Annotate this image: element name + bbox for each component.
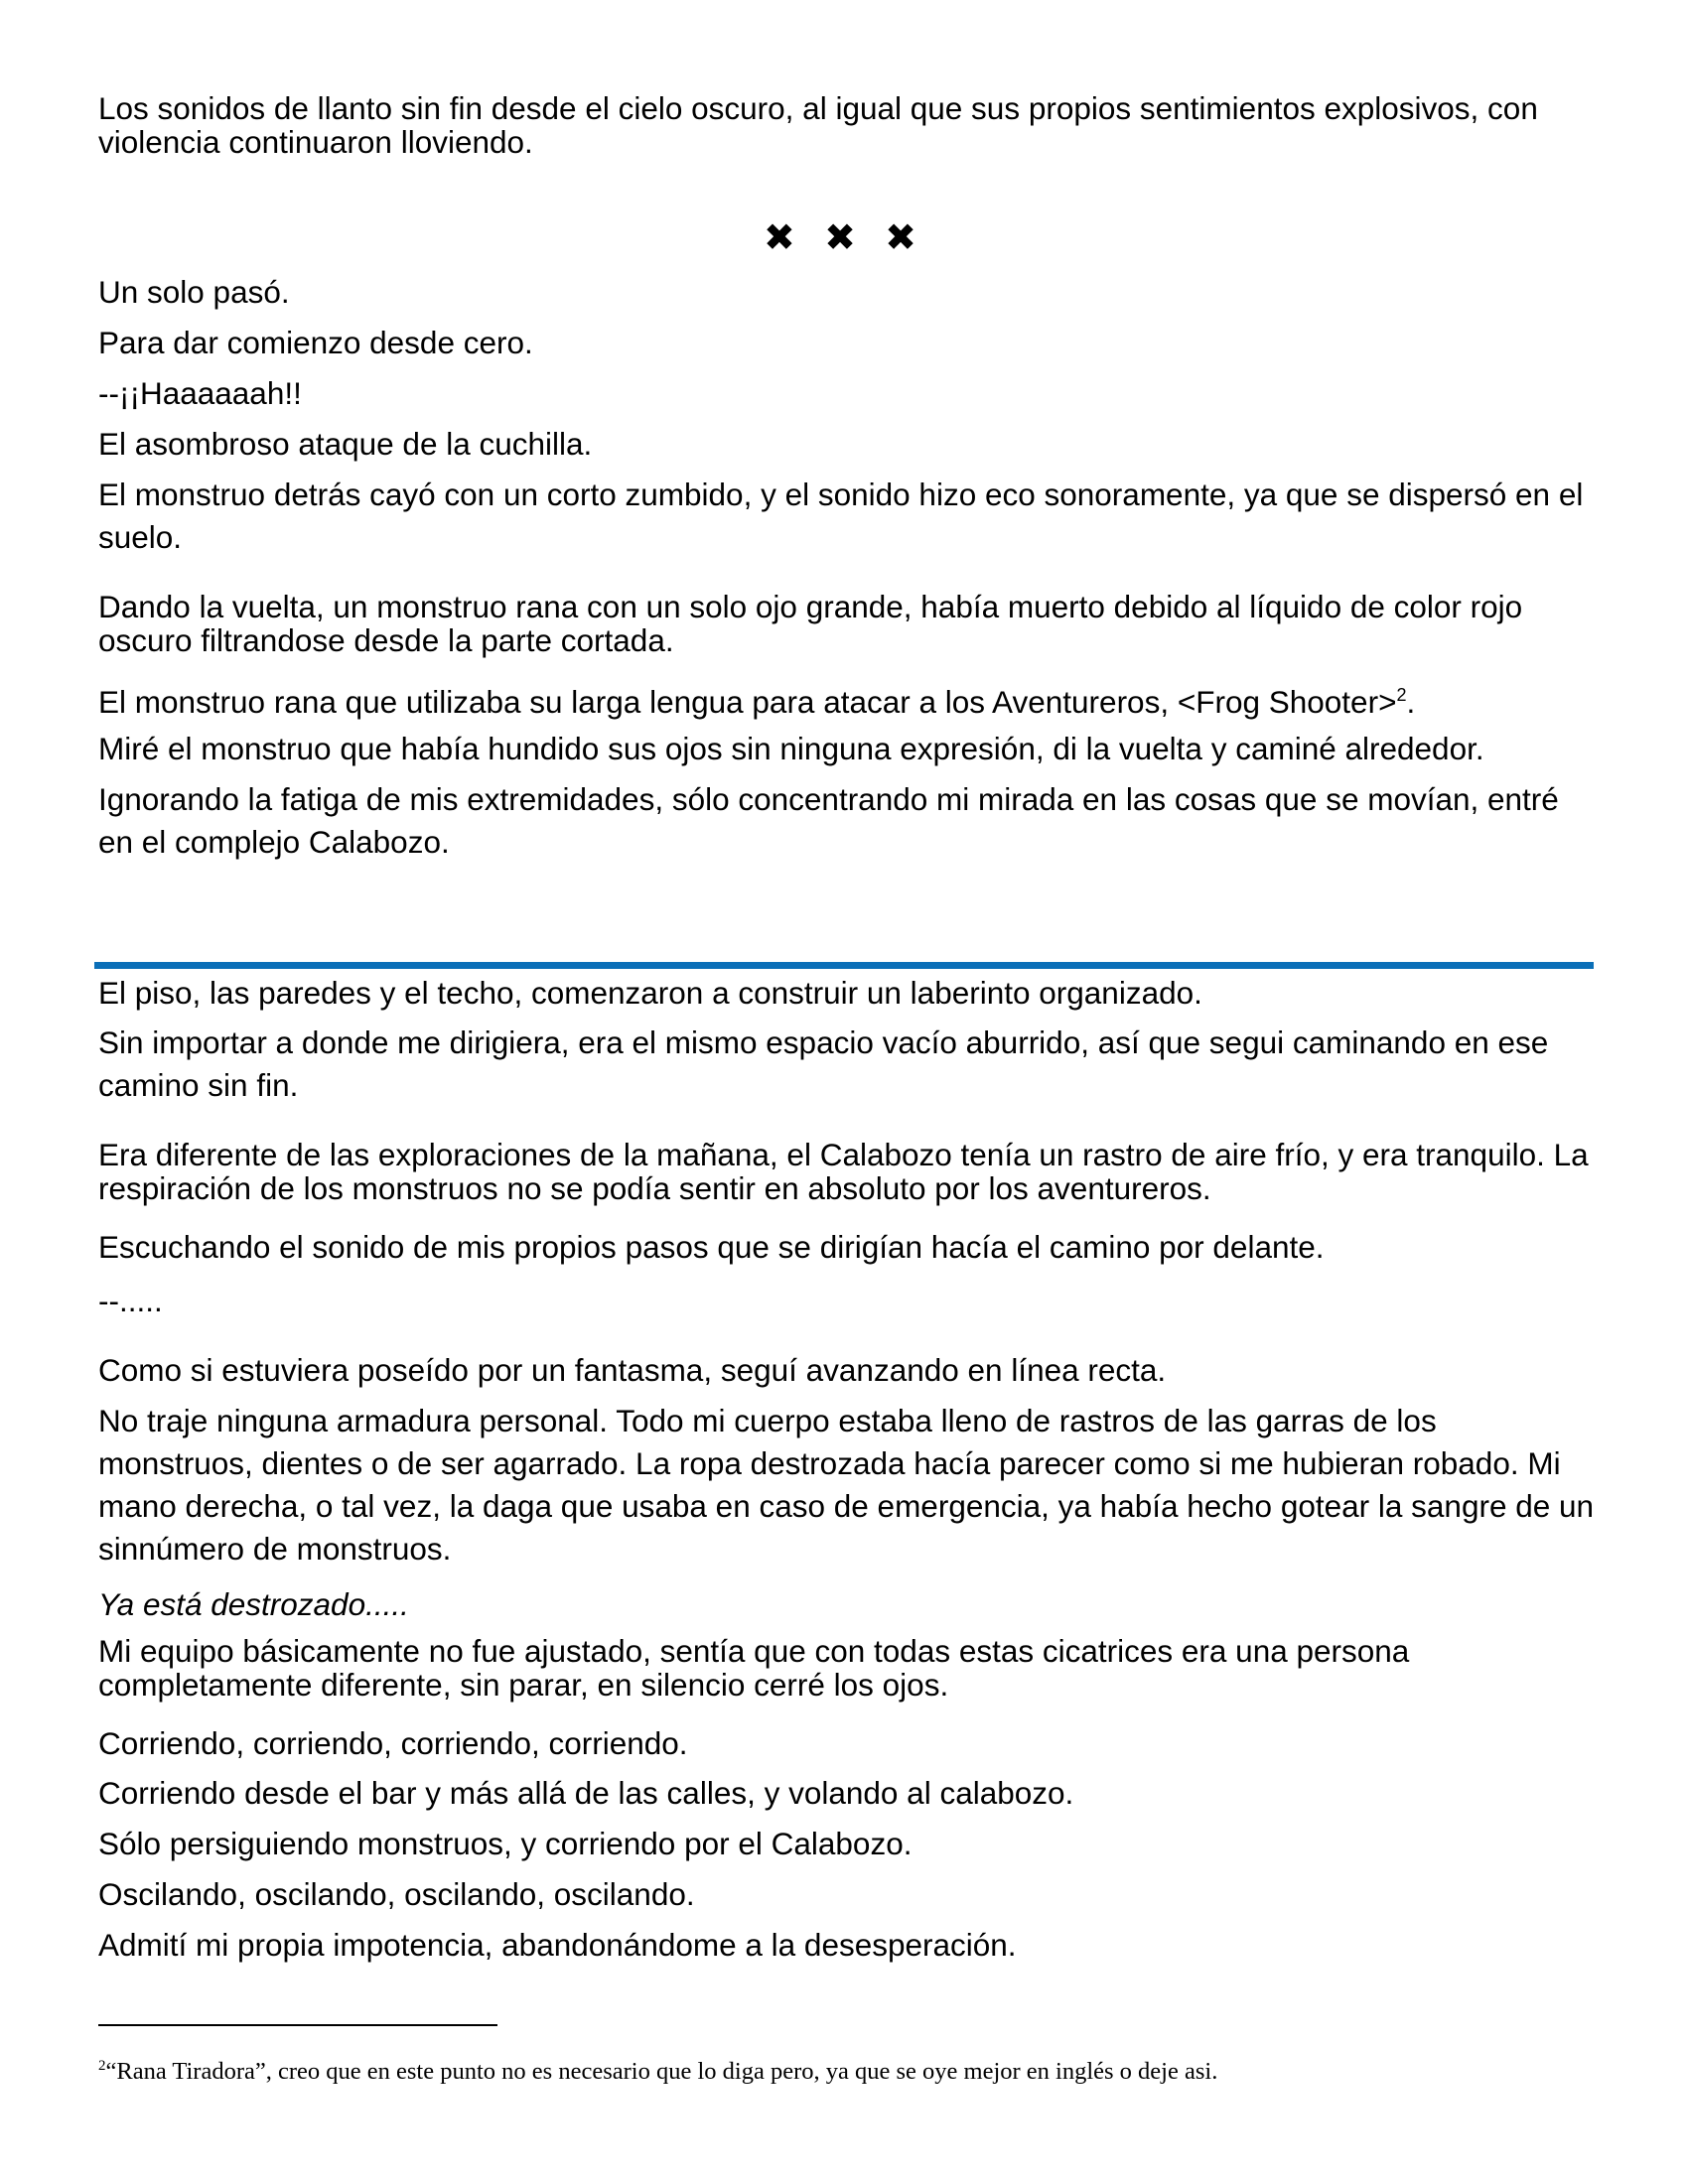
scene-separator: ✖ ✖ ✖ bbox=[764, 215, 924, 259]
paragraph: El piso, las paredes y el techo, comenzaron a construir un laberinto organizado. bbox=[98, 975, 1202, 1011]
paragraph: El asombroso ataque de la cuchilla. bbox=[98, 426, 593, 462]
paragraph: Los sonidos de llanto sin fin desde el cielo oscuro, al igual que sus propios sentimientos explosivos, con violencia continuaron lloviendo. bbox=[98, 90, 1538, 160]
paragraph: Para dar comienzo desde cero. bbox=[98, 325, 533, 360]
paragraph: Como si estuviera poseído por un fantasma, seguí avanzando en línea recta. bbox=[98, 1352, 1167, 1388]
paragraph: Miré el monstruo que había hundido sus ojos sin ninguna expresión, di la vuelta y caminé alrededor. bbox=[98, 731, 1484, 766]
paragraph-italic: Ya está destrozado..... bbox=[98, 1586, 409, 1622]
paragraph: Era diferente de las exploraciones de la mañana, el Calabozo tenía un rastro de aire frío, y era tranquilo. La respiración de los monstruos no se podía sentir en absoluto por los aventureros. bbox=[98, 1137, 1589, 1206]
paragraph: El monstruo detrás cayó con un corto zumbido, y el sonido hizo eco sonoramente, ya que se dispersó en el suelo. bbox=[98, 477, 1584, 555]
paragraph: Escuchando el sonido de mis propios pasos que se dirigían hacía el camino por delante. bbox=[98, 1229, 1325, 1265]
footnote-ref: 2 bbox=[1396, 685, 1407, 705]
footnote-number: 2 bbox=[98, 2058, 106, 2074]
section-divider bbox=[94, 962, 1594, 969]
paragraph: Dando la vuelta, un monstruo rana con un solo ojo grande, había muerto debido al líquido de color rojo oscuro filtrandose desde la parte cortada. bbox=[98, 589, 1523, 658]
paragraph-text: El monstruo rana que utilizaba su larga lengua para atacar a los Aventureros, <Frog Shooter> bbox=[98, 684, 1397, 720]
paragraph: --..... bbox=[98, 1283, 163, 1318]
paragraph: Sin importar a donde me dirigiera, era el mismo espacio vacío aburrido, así que segui caminando en ese camino sin fin. bbox=[98, 1024, 1549, 1103]
paragraph: Admití mi propia impotencia, abandonándome a la desesperación. bbox=[98, 1927, 1017, 1963]
paragraph: Ignorando la fatiga de mis extremidades, sólo concentrando mi mirada en las cosas que se movían, entré en el complejo Calabozo. bbox=[98, 781, 1559, 860]
paragraph: No traje ninguna armadura personal. Todo mi cuerpo estaba lleno de rastros de las garras de los monstruos, dientes o de ser agarrado. La ropa destrozada hacía parecer como si me hubieran robado. Mi mano derecha, o tal vez, la daga que usaba en caso de emergencia, ya había hecho gotear la sangre de un sinnúmero de monstruos. bbox=[98, 1403, 1595, 1567]
paragraph: --¡¡Haaaaaah!! bbox=[98, 375, 302, 411]
footnote bbox=[98, 2049, 1588, 2089]
paragraph bbox=[98, 675, 1598, 722]
paragraph: Un solo pasó. bbox=[98, 274, 290, 310]
paragraph: Corriendo, corriendo, corriendo, corriendo. bbox=[98, 1725, 688, 1761]
footnote-text: “Rana Tiradora”, creo que en este punto no es necesario que lo diga pero, ya que se oye mejor en inglés o deje asi. bbox=[105, 2058, 1218, 2085]
paragraph: Mi equipo básicamente no fue ajustado, sentía que con todas estas cicatrices era una persona completamente diferente, sin parar, en silencio cerré los ojos. bbox=[98, 1633, 1410, 1703]
paragraph: Oscilando, oscilando, oscilando, oscilando. bbox=[98, 1876, 695, 1912]
paragraph: Corriendo desde el bar y más allá de las calles, y volando al calabozo. bbox=[98, 1775, 1074, 1811]
paragraph-end: . bbox=[1406, 684, 1416, 720]
footnote-separator bbox=[98, 2024, 497, 2026]
paragraph: Sólo persiguiendo monstruos, y corriendo por el Calabozo. bbox=[98, 1826, 913, 1861]
